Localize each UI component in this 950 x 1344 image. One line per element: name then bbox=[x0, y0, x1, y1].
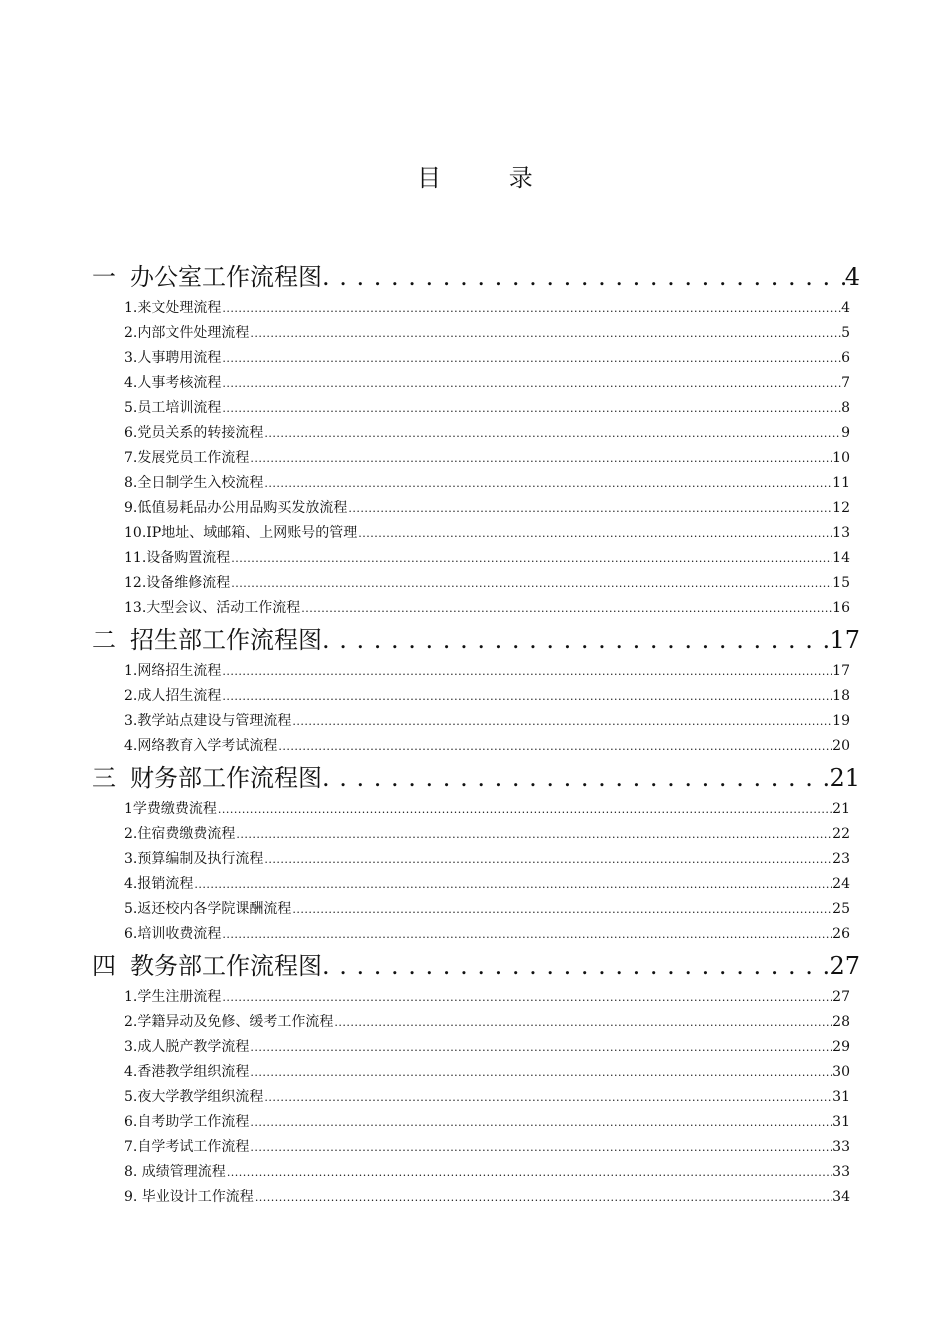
toc-entry-label: 3.人事聘用流程 bbox=[124, 350, 222, 366]
table-of-contents bbox=[92, 258, 860, 1210]
toc-entry[interactable] bbox=[124, 396, 850, 421]
toc-entry-page: 31 bbox=[832, 1114, 850, 1130]
dot-leader bbox=[221, 296, 841, 321]
toc-entry-page: 30 bbox=[832, 1064, 850, 1080]
section-page-number: 21 bbox=[829, 764, 860, 792]
toc-entry-label: 1.来文处理流程 bbox=[124, 300, 222, 316]
toc-entry-label: 13.大型会议、活动工作流程 bbox=[124, 600, 301, 616]
dot-leader bbox=[249, 446, 832, 471]
toc-section-finance[interactable] bbox=[92, 759, 860, 797]
section-page-number: 4 bbox=[844, 263, 860, 291]
toc-entry[interactable] bbox=[124, 596, 850, 621]
toc-entry[interactable] bbox=[124, 371, 850, 396]
toc-entry-page: 5 bbox=[841, 325, 850, 341]
toc-entry[interactable] bbox=[124, 734, 850, 759]
dot-leader bbox=[322, 759, 829, 797]
toc-entry[interactable] bbox=[124, 847, 850, 872]
toc-entry-page: 17 bbox=[832, 663, 850, 679]
dot-leader bbox=[221, 985, 832, 1010]
toc-entry-label: 2.成人招生流程 bbox=[124, 688, 222, 704]
toc-entry[interactable] bbox=[124, 872, 850, 897]
dot-leader bbox=[357, 521, 832, 546]
toc-entry[interactable] bbox=[124, 797, 850, 822]
dot-leader bbox=[333, 1010, 832, 1035]
toc-entry[interactable] bbox=[124, 1135, 850, 1160]
section-number: 四 bbox=[92, 952, 116, 980]
toc-entry-label: 8. 成绩管理流程 bbox=[124, 1164, 226, 1180]
dot-leader bbox=[221, 684, 832, 709]
section-title: 教务部工作流程图 bbox=[130, 952, 322, 980]
toc-entry-page: 20 bbox=[832, 738, 850, 754]
dot-leader bbox=[263, 1085, 832, 1110]
page-title: 目 录 bbox=[417, 164, 563, 192]
toc-entry-label: 11.设备购置流程 bbox=[124, 550, 231, 566]
toc-entry-label: 9.低值易耗品办公用品购买发放流程 bbox=[124, 500, 348, 516]
toc-entry[interactable] bbox=[124, 709, 850, 734]
dot-leader bbox=[221, 922, 832, 947]
toc-entry[interactable] bbox=[124, 446, 850, 471]
toc-entry[interactable] bbox=[124, 1010, 850, 1035]
dot-leader bbox=[249, 1060, 832, 1085]
dot-leader bbox=[235, 822, 832, 847]
section-page-number: 17 bbox=[829, 626, 860, 654]
toc-entry[interactable] bbox=[124, 659, 850, 684]
toc-section-office[interactable] bbox=[92, 258, 860, 296]
dot-leader bbox=[263, 847, 832, 872]
toc-entry[interactable] bbox=[124, 546, 850, 571]
dot-leader bbox=[347, 496, 832, 521]
toc-entry-page: 11 bbox=[832, 475, 850, 491]
toc-entry-label: 4.香港教学组织流程 bbox=[124, 1064, 250, 1080]
toc-entry-label: 9. 毕业设计工作流程 bbox=[124, 1189, 254, 1205]
toc-entry-page: 13 bbox=[832, 525, 850, 541]
dot-leader bbox=[217, 797, 832, 822]
toc-entry-page: 19 bbox=[832, 713, 850, 729]
section-number: 一 bbox=[92, 263, 116, 291]
toc-entry-page: 25 bbox=[832, 901, 850, 917]
toc-entry-label: 4.报销流程 bbox=[124, 876, 194, 892]
toc-entry-page: 10 bbox=[832, 450, 850, 466]
toc-entry-page: 29 bbox=[832, 1039, 850, 1055]
toc-section-academic-affairs[interactable] bbox=[92, 947, 860, 985]
toc-entry-page: 7 bbox=[841, 375, 850, 391]
toc-entry-page: 6 bbox=[841, 350, 850, 366]
dot-leader bbox=[221, 659, 832, 684]
toc-entry-page: 21 bbox=[832, 801, 850, 817]
toc-entry[interactable] bbox=[124, 1060, 850, 1085]
dot-leader bbox=[221, 371, 841, 396]
section-number: 三 bbox=[92, 764, 116, 792]
toc-entry-page: 12 bbox=[832, 500, 850, 516]
toc-entry-label: 2.住宿费缴费流程 bbox=[124, 826, 236, 842]
toc-entry-label: 7.自学考试工作流程 bbox=[124, 1139, 250, 1155]
toc-entry-page: 26 bbox=[832, 926, 850, 942]
toc-entry[interactable] bbox=[124, 521, 850, 546]
toc-entry-page: 34 bbox=[832, 1189, 850, 1205]
toc-entry-label: 6.党员关系的转接流程 bbox=[124, 425, 264, 441]
toc-entry-label: 4.网络教育入学考试流程 bbox=[124, 738, 278, 754]
dot-leader bbox=[249, 321, 841, 346]
toc-entry-label: 1学费缴费流程 bbox=[124, 801, 217, 817]
toc-entry-label: 6.培训收费流程 bbox=[124, 926, 222, 942]
dot-leader bbox=[322, 621, 829, 659]
toc-entry-label: 2.内部文件处理流程 bbox=[124, 325, 250, 341]
toc-entry[interactable] bbox=[124, 684, 850, 709]
toc-entry[interactable] bbox=[124, 922, 850, 947]
toc-entry[interactable] bbox=[124, 296, 850, 321]
toc-entry-label: 5.员工培训流程 bbox=[124, 400, 222, 416]
toc-entry-label: 5.返还校内各学院课酬流程 bbox=[124, 901, 292, 917]
toc-entry-label: 1.网络招生流程 bbox=[124, 663, 222, 679]
dot-leader bbox=[277, 734, 832, 759]
toc-entry-label: 5.夜大学教学组织流程 bbox=[124, 1089, 264, 1105]
toc-entry-label: 7.发展党员工作流程 bbox=[124, 450, 250, 466]
toc-entry-page: 18 bbox=[832, 688, 850, 704]
dot-leader bbox=[221, 346, 841, 371]
dot-leader bbox=[254, 1185, 832, 1210]
toc-entry[interactable] bbox=[124, 346, 850, 371]
toc-entry-label: 3.教学站点建设与管理流程 bbox=[124, 713, 292, 729]
dot-leader bbox=[193, 872, 832, 897]
toc-entry-label: 3.预算编制及执行流程 bbox=[124, 851, 264, 867]
dot-leader bbox=[263, 471, 832, 496]
section-page-number: 27 bbox=[829, 952, 860, 980]
section-title: 招生部工作流程图 bbox=[130, 626, 322, 654]
dot-leader bbox=[322, 947, 829, 985]
toc-entry-page: 33 bbox=[832, 1139, 850, 1155]
toc-entry-label: 12.设备维修流程 bbox=[124, 575, 231, 591]
toc-entry[interactable] bbox=[124, 985, 850, 1010]
dot-leader bbox=[230, 571, 832, 596]
toc-entry-page: 14 bbox=[832, 550, 850, 566]
toc-entry[interactable] bbox=[124, 471, 850, 496]
section-number: 二 bbox=[92, 626, 116, 654]
section-title: 财务部工作流程图 bbox=[130, 764, 322, 792]
toc-entry-label: 8.全日制学生入校流程 bbox=[124, 475, 264, 491]
toc-entry[interactable] bbox=[124, 321, 850, 346]
toc-entry-page: 22 bbox=[832, 826, 850, 842]
toc-entry[interactable] bbox=[124, 1085, 850, 1110]
toc-entry-page: 15 bbox=[832, 575, 850, 591]
dot-leader bbox=[249, 1035, 832, 1060]
toc-entry[interactable] bbox=[124, 421, 850, 446]
toc-entry-page: 8 bbox=[841, 400, 850, 416]
toc-entry-page: 4 bbox=[841, 300, 850, 316]
toc-entry[interactable] bbox=[124, 822, 850, 847]
dot-leader bbox=[230, 546, 832, 571]
toc-entry[interactable] bbox=[124, 1110, 850, 1135]
dot-leader bbox=[291, 709, 832, 734]
toc-entry-page: 33 bbox=[832, 1164, 850, 1180]
dot-leader bbox=[221, 396, 841, 421]
toc-entry[interactable] bbox=[124, 571, 850, 596]
toc-entry-page: 28 bbox=[832, 1014, 850, 1030]
dot-leader bbox=[263, 421, 841, 446]
section-title: 办公室工作流程图 bbox=[130, 263, 322, 291]
dot-leader bbox=[291, 897, 832, 922]
toc-entry-page: 23 bbox=[832, 851, 850, 867]
toc-entry-page: 27 bbox=[832, 989, 850, 1005]
toc-entry[interactable] bbox=[124, 897, 850, 922]
toc-entry-page: 16 bbox=[832, 600, 850, 616]
toc-entry-label: 1.学生注册流程 bbox=[124, 989, 222, 1005]
toc-entry-page: 31 bbox=[832, 1089, 850, 1105]
toc-entry[interactable] bbox=[124, 496, 850, 521]
toc-section-admissions[interactable] bbox=[92, 621, 860, 659]
toc-entry-page: 24 bbox=[832, 876, 850, 892]
toc-entry[interactable] bbox=[124, 1185, 850, 1210]
toc-entry-label: 3.成人脱产教学流程 bbox=[124, 1039, 250, 1055]
dot-leader bbox=[249, 1110, 832, 1135]
toc-entry-label: 10.IP地址、域邮箱、上网账号的管理 bbox=[124, 525, 358, 541]
toc-entry-label: 6.自考助学工作流程 bbox=[124, 1114, 250, 1130]
dot-leader bbox=[249, 1135, 832, 1160]
dot-leader bbox=[226, 1160, 832, 1185]
dot-leader bbox=[300, 596, 832, 621]
dot-leader bbox=[322, 258, 845, 296]
toc-entry-label: 2.学籍异动及免修、缓考工作流程 bbox=[124, 1014, 334, 1030]
toc-entry-label: 4.人事考核流程 bbox=[124, 375, 222, 391]
toc-entry[interactable] bbox=[124, 1035, 850, 1060]
toc-entry-page: 9 bbox=[841, 425, 850, 441]
toc-entry[interactable] bbox=[124, 1160, 850, 1185]
